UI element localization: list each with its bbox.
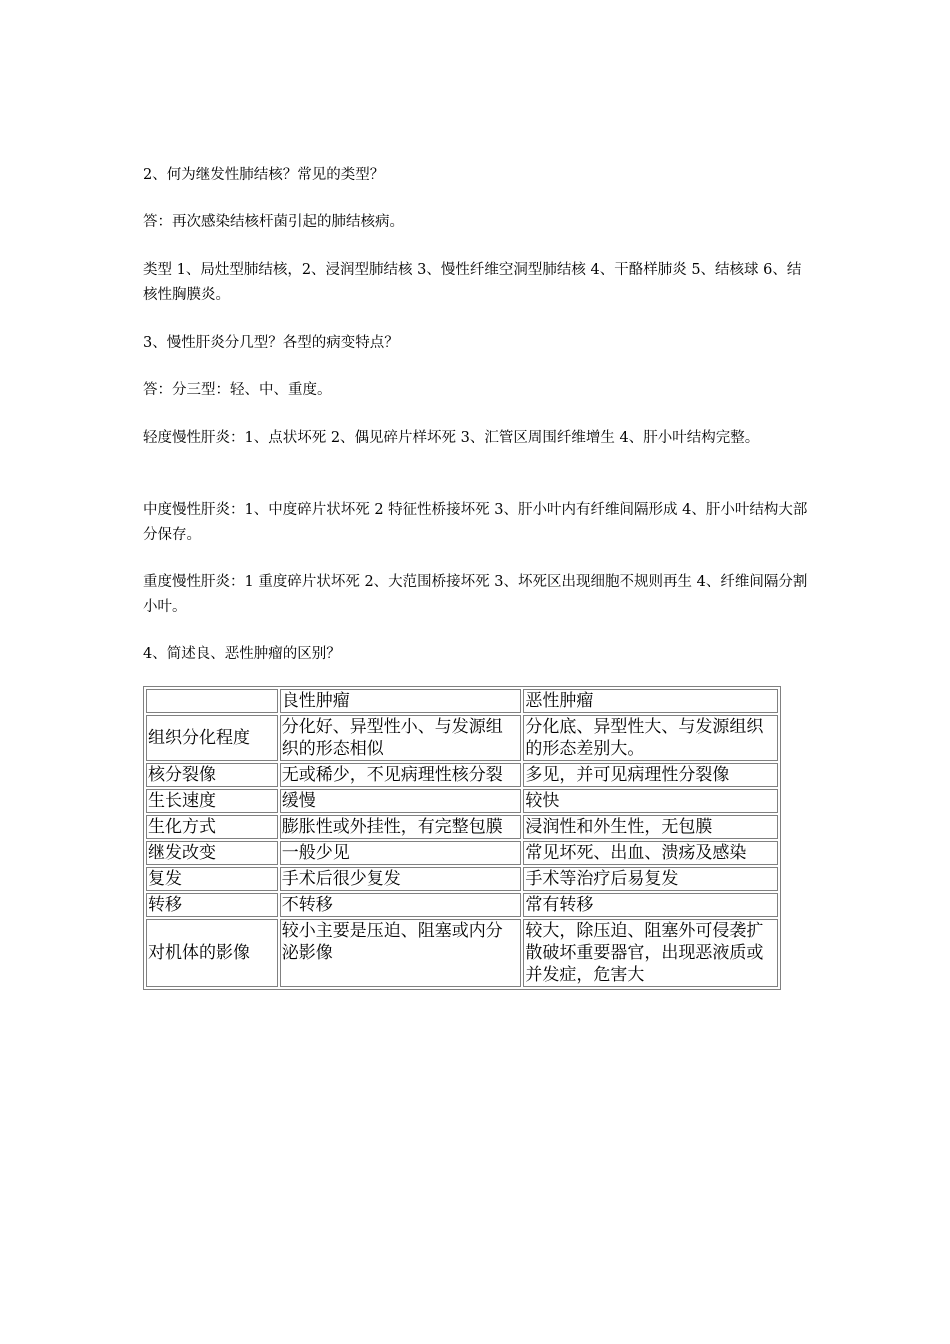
table-cell: 常见坏死、出血、溃疡及感染: [523, 841, 778, 865]
table-cell: 多见，并可见病理性分裂像: [523, 763, 778, 787]
question-2-heading: 2、何为继发性肺结核？常见的类型？: [143, 167, 385, 183]
answer-2-text: 答：再次感染结核杆菌引起的肺结核病。: [143, 214, 404, 230]
table-header-cell: [146, 689, 278, 713]
moderate-hepatitis-text: 中度慢性肝炎：1、中度碎片状坏死 2 特征性桥接坏死 3、肝小叶内有纤维间隔形成 4、肝小叶结构大部分保存。: [143, 502, 808, 543]
table-row-label: 生长速度: [146, 789, 278, 813]
table-row: [146, 715, 778, 761]
table-row: [146, 893, 778, 917]
table-row-label: 复发: [146, 867, 278, 891]
table-row-label: 组织分化程度: [146, 715, 278, 761]
table-cell: 不转移: [280, 893, 522, 917]
mild-hepatitis-text: 轻度慢性肝炎：1、点状坏死 2、偶见碎片样坏死 3、汇管区周围纤维增生 4、肝小叶结构完整。: [143, 430, 760, 446]
table-cell: 较小主要是压迫、阻塞或内分泌影像: [280, 919, 522, 987]
table-cell: 常有转移: [523, 893, 778, 917]
table-cell: 分化底、异型性大、与发源组织的形态差别大。: [523, 715, 778, 761]
table-header-row: [146, 689, 778, 713]
table-cell: 一般少见: [280, 841, 522, 865]
table-row: [146, 867, 778, 891]
table-cell: 缓慢: [280, 789, 522, 813]
table-cell: 较大，除压迫、阻塞外可侵袭扩散破坏重要器官，出现恶液质或并发症，危害大: [523, 919, 778, 987]
table-row-label: 生化方式: [146, 815, 278, 839]
table-row: [146, 841, 778, 865]
tumor-comparison-table: [143, 686, 781, 990]
question-4-heading: 4、简述良、恶性肿瘤的区别？: [143, 646, 341, 662]
table-cell: 较快: [523, 789, 778, 813]
table-cell: 无或稀少，不见病理性核分裂: [280, 763, 522, 787]
question-3-heading: 3、慢性肝炎分几型？各型的病变特点？: [143, 335, 399, 351]
table-cell: 手术等治疗后易复发: [523, 867, 778, 891]
table-row-label: 对机体的影像: [146, 919, 278, 987]
table-cell: 膨胀性或外挂性，有完整包膜: [280, 815, 522, 839]
table-cell: 分化好、异型性小、与发源组织的形态相似: [280, 715, 522, 761]
table-cell: 手术后很少复发: [280, 867, 522, 891]
tumor-comparison-table-wrap: [143, 686, 781, 990]
table-row-label: 继发改变: [146, 841, 278, 865]
table-row-label: 转移: [146, 893, 278, 917]
table-header-cell: 良性肿瘤: [280, 689, 522, 713]
table-header-cell: 恶性肿瘤: [523, 689, 778, 713]
severe-hepatitis-text: 重度慢性肝炎：1 重度碎片状坏死 2、大范围桥接坏死 3、坏死区出现细胞不规则再生 4、纤维间隔分割小叶。: [143, 574, 808, 615]
table-row: [146, 789, 778, 813]
table-row: [146, 815, 778, 839]
table-row: [146, 919, 778, 987]
table-row: [146, 763, 778, 787]
table-row-label: 核分裂像: [146, 763, 278, 787]
table-cell: 浸润性和外生性，无包膜: [523, 815, 778, 839]
answer-3-text: 答：分三型：轻、中、重度。: [143, 382, 332, 398]
answer-2-types: 类型 1、局灶型肺结核，2、浸润型肺结核 3、慢性纤维空洞型肺结核 4、干酪样肺炎 5、结核球 6、结核性胸膜炎。: [143, 262, 802, 303]
